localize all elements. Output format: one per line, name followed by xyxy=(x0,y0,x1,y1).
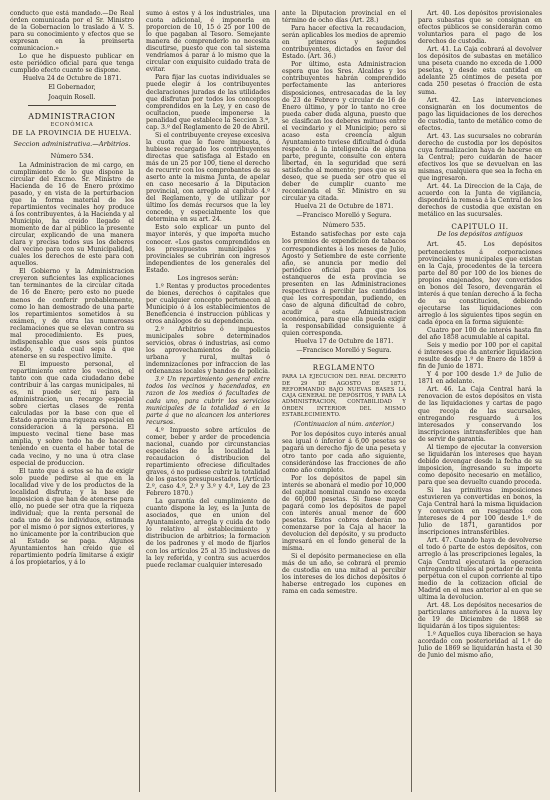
paragraph: El impuesto personal, el repartimiento entre los vecinos, el tanto con que cada ciudadano debe contribuir á las cargas municipales, ni es, ni puede ser, ni para la administracion, un recargo especial sobre ciertas clases de renta calculadas por la base con que el Estado aprecia una riqueza especial en consideracion á la persona. El impuesto vecinal tiene base mas amplia, y sobre todo ha de hacerse teniendo en cuenta el haber total de cada vecino, y no una ú otra clase especial de produccion. xyxy=(10,360,134,467)
paragraph: Cuatro por 100 de interés hasta fin del año 1858 acumulable al capital. xyxy=(418,327,542,342)
paragraph: conducto que está mandado.—De Real órden comunicada por el Sr. Ministro de la Gobernacion lo traslado á V. S. para su conocimiento y efectos que se expresan en la preinserta comunicacion.» xyxy=(10,10,134,53)
date-line: Huelva 24 de Octubre de 1871. xyxy=(22,75,122,83)
divider xyxy=(28,105,116,106)
paragraph: La Administracion de mi cargo, en cumplimiento de lo que dispone la circular del Excmo. Sr. Ministro de Hacienda de 16 de Enero próximo pasado, y en vista de la perturbacion que la forma material de los repartimientos vecinales hoy produce á los contribuyentes, á la Hacienda y al Municipio, ha creido llegado el momento de dar al público la presente circular, explicando de una manera clara y precisa todos sus los deberes del vecino para con su Municipalidad, cuales los derechos de este para con aquellos. xyxy=(10,161,134,268)
paragraph: Art. 45. Los depósitos pertenecientes á corporaciones provinciales y municipales que existan en la Caja, procedentes de la tercera parte del 80 por 100 de los bienes de propios enajenados, hoy convertidos en bonos del Tesoro, devengarán el interés á que tenían derecho á la fecha de su constitucion, debiendo ejecutarse las liquidaciones con arreglo á los siguientes tipos según en cada época en la forma siguiente: xyxy=(418,241,542,326)
paragraph: Si el depósito permaneciese en ella más de un año, se cobrará el premio de custodia en una mitad al percibir los intereses de los dichos depósitos ó haberse entregado los cupones en rama en cada semestre. xyxy=(282,553,406,596)
paragraph: Art. 40. Los depósitos provisionales para subastas que se consignan en efectos públicos se considerarán como voluntarios para el pago de los derechos de custodia. xyxy=(418,10,542,46)
paragraph: Y 4 por 100 desde 1.º de Julio de 1871 en adelante. xyxy=(418,371,542,386)
paragraph: Art. 47. Cuando haya de devolverse el todo ó parte de estos depósitos, con arreglo á las prescripciones legales, la Caja Central ejecutará la operacion entregando títulos al portador de renta perpétua con el cupon corriente al tipo medio de la cotizacion oficial de Madrid en el mes anterior al en que se ultima la devolucion. xyxy=(418,537,542,601)
paragraph: 1.º Aquellos cuya liberacion se haya acordado con posterioridad al 1.º de Julio de 1869 se liquidarán hasta el 30 de Junio del mismo año, xyxy=(418,630,542,660)
paragraph: Si las primitivas imposiciones estuvieren ya convertidas en bonos, la Caja Central hará la misma liquidacion y conversion en resguardos con intereses de 4 por 100 desde 1.º de Julio de 1871, garantidos por inscripciones intransferibles. xyxy=(418,487,542,537)
signature-name: Joaquin Rosell. xyxy=(48,93,96,101)
paragraph: ante la Diputacion provincial en el término de ocho días (Art. 28.) xyxy=(282,10,406,25)
paragraph: Art. 48. Los depósitos necesarios de particulares anteriores á la nueva ley de 19 de Diciembre de 1868 se liquidarán á los tipos siguientes: xyxy=(418,601,542,630)
section-subheading: ECONÓMICA xyxy=(50,121,94,128)
column-3 xyxy=(282,10,412,792)
paragraph: Por último, esta Administracion espera que los Sres. Alcaldes y los contribuyentes habrán comprendido perfectamente las anteriores disposiciones, entresacadas de la ley de 23 de Febrero y circular de 16 de Enero último, y por lo tanto no cree pueda caber duda alguna, puesto que se clasifican los deberes mútuos entre el vecindario y el Municipio; pero si acaso esta creencia algun Ayuntamiento tuviese dificultad ó duda respecto á la inteligencia de alguna parte, pregunte, consulte con entera libertad, en la seguridad que será satisfecho al momento; pues que es su deseo, que se pueda ser otro que el deber de cumplir cuanto me recomienda el Sr. Ministro en su circular ya citada. xyxy=(282,61,406,203)
divider xyxy=(300,358,388,359)
section-title: Seccion administrativa.—Arbitrios. xyxy=(13,140,131,149)
paragraph: Para fijar las cuotas individuales se puede elegir á los contribuyentes declaraciones juradas de las utilidades que disfrutan por todos los conceptos comprendidos en la Ley, y en caso de ocultacion, puede imponerse la penalidad que establece la Seccion 3.ª, cap. 3.º del Reglamento de 20 de Abril. xyxy=(146,74,270,131)
paragraph: Esto solo explicar un punto del mayor interés, y que importa mucho conocer. «Los gastos comprendidos en los presupuestos municipales y provinciales se cubrirán con ingresos independientes de los generales del Estado. xyxy=(146,224,270,274)
date-line: Huelva 21 de Octubre de 1871. xyxy=(294,203,394,211)
paragraph: Por los depósitos de papel sin interés se abonará el medio por 10,000 del capital nominal cuando no exceda de 60,000 pesetas. Si fuese mayor pagará como los depósitos de papel con interés anual menor de 600 pesetas. Estos cobros deberán no comenzarse por la Caja al hacer la devolucion del depósito, y su producto ingresará en el fondo general de la misma. xyxy=(282,474,406,553)
paragraph: Por los depósitos cuyo interés anual sea igual ó inferior á 6,00 pesetas se pagará un derecho fijo de una peseta y otro tanto por cada año siguiente, considerándose las fracciones de año como año completo. xyxy=(282,431,406,474)
column-1 xyxy=(10,10,140,792)
column-2 xyxy=(146,10,276,792)
paragraph: El tanto que á estos se ha de exigir solo puede pedirse al que en la localidad vive y de los productos de la localidad disfruta; y la base de imposicion á que han de atenerse para ello, no puede ser otra que la riqueza individual; que la renta personal de cada uno de los individuos, estimada por el mismo ó por signos exteriores, y no únicamente por la contribucion que al Estado se paga. Algunos Ayuntamientos han creido que el repartimiento podría limitarse á exigir á los propietarios, y á lo xyxy=(10,467,134,567)
paragraph: Para hacer efectiva la recaudacion, serán aplicables los medios de apremio en primeros y segundos contribuyentes, dictados en favor del Estado. (Art. 36.) xyxy=(282,25,406,61)
reglamento-title: REGLAMENTO xyxy=(312,364,376,373)
column-4 xyxy=(418,10,542,792)
number-title: Número 534. xyxy=(50,151,94,160)
paragraph: 4.º Impuesto sobre artículos de comer, beber y arder de procedencia nacional, cuando por circunstancias especiales de la localidad la recaudacion ó distribucion del repartimiento ofreciese dificultades graves, ó no pudiese cubrir la totalidad de los gastos presupuestados. (Artículo 2.º, caso 4.º, 2.º y 3.º y 4.º, Ley de 23 Febrero 1870.) xyxy=(146,426,270,498)
paragraph: Seis y medio por 100 por el capital é intereses que da anterior liquidacion resulte desde 1.º de Enero de 1859 á fin de Junio de 1871. xyxy=(418,342,542,371)
date-line: Huelva 17 de Octubre de 1871. xyxy=(294,338,394,346)
section-province: DE LA PROVINCIA DE HUELVA. xyxy=(12,128,132,137)
paragraph: Lo que he dispuesto publicar en este periódico oficial para que tenga cumplido efecto cuanto se dispone. xyxy=(10,53,134,75)
paragraph: sumo á estos y á los industriales, una cuota adicional, é imponerla en proporcion de 10, 15 ó 25 por 100 de lo que pagaban al Tesoro. Semejante manera de comprenderlo no necesita discutirse, puesto que con tal sistema vendríamos á parar á lo mismo que la circular con exquisito cuidado trata de evitar. xyxy=(146,10,270,74)
paragraph: Art. 41. La Caja cobrará al devolver los depósitos de subastas en metálico una peseta cuando no exceda de 1.000 pesetas, y desde esta cantidad en adelante 25 céntimos de peseta por cada 250 pesetas ó fraccion de esta suma. xyxy=(418,46,542,96)
signature-role: El Gobernador, xyxy=(48,84,96,92)
paragraph: La garantía del cumplimiento de cuanto dispone la ley, es la Junta de asociados, que en union del Ayuntamiento, arregla y cuida de todo lo relativo al establecimiento y distribucion de arbitrios; la formacion de los padrones y el modo de fijarlos con los artículos 25 al 35 inclusives de la ley referida, y contra sus acuerdos puede reclamar cualquier interesado xyxy=(146,498,270,569)
paragraph: Art. 44. La Direccion de la Caja, de acuerdo con la Junta de vigilancia, dispondrá la remesa á la Central de los derechos de custodia que existan en metálico en las sucursales. xyxy=(418,183,542,219)
paragraph: Art. 43. Las sucursales no cobrarán derecho de custodia por los depósitos cuya formalizacion haya de hacerse en la Central; pero cuidarán de hacer efectivos los que se devuelvan en las mismas, cualquiera que sea la fecha en que ingresaron. xyxy=(418,132,542,183)
paragraph: 3.º Un repartimiento general entre todos los vecinos y hacendados, en razon de los medios ó facultades de cada uno, para cubrir los servicios municipales de la totalidad ó en la parte á que no alcancen los anteriores recursos. xyxy=(146,376,270,426)
paragraph: Si el contribuyente creyese excesiva la cuota que le fuere impuesta, ó hubiese recargado los contribuyentes directas que satisfaga al Estado en más de un 25 por 100, tiene el derecho de recurrir con los comprobantes de su aserto ante la misma Junta, de apelar en caso necesario á la Diputacion provincial, con arreglo al capítulo 4.º del Reglamento, y de utilizar por último los demás recursos que la ley concede, y especialmente los que determina en su art. 24. xyxy=(146,131,270,224)
signature-name: —Francisco Morelló y Segura. xyxy=(296,347,392,355)
chapter-subtitle: De los depósitos antiguos xyxy=(437,230,523,239)
number-title: Número 535. xyxy=(322,221,366,230)
paragraph: Estando satisfechas por este caja los premios de expendicion de tabacos correspondientes á los meses de Julio, Agosto y Setiembre de este corriente año, se anuncia por medio del periódico oficial para que los estanqueros de esta provincia se presenten en las Administraciones respectivas á percibir las cantidades que les correspondan, pudiendo, en caso de alguna dificultad de cobro, acudir á esta Administracion económica, para que ella pueda exigir la responsabilidad consiguiente á quien corresponda. xyxy=(282,231,406,338)
chapter-title: CAPITULO II. xyxy=(451,222,509,232)
paragraph: 2.º Arbitrios ó impuestos municipales sobre determinados servicios, obras ó industrias, así como los aprovechamientos de policía urbana y rural, multas ó indemnizaciones por infraccion de las ordenanzas locales y bandos de policía. xyxy=(146,326,270,376)
paragraph: Al tiempo de ejecutar la conversion se liquidarán los intereses que hayan debido devengar desde la fecha de su imposicion, ingresando su importe como depósito necesario en metálico, para que sea devuelto cuando proceda. xyxy=(418,443,542,486)
paragraph: 1.º Rentas y productos procedentes de bienes, derechos ó capitales que por cualquier concepto pertenecen al Municipio ó á los establecimientos de Beneficencia é instruccion públicas y otros análogos de su dependencia. xyxy=(146,282,270,326)
section-heading: ADMINISTRACION xyxy=(28,111,116,121)
paragraph: Art. 42. Las intervenciones consignarán en los documentos de pago las liquidaciones de los derechos de custodia, tanto de metálico como de efectos. xyxy=(418,96,542,132)
signature-name: —Francisco Morelló y Segura. xyxy=(296,212,392,220)
continuation-note: (Continuacion al núm. anterior.) xyxy=(293,421,395,429)
paragraph: Los ingresos serán: xyxy=(177,274,239,282)
reglamento-subtitle: PARA LA EJECUCION DEL REAL DECRETO DE 29 DE AGOSTO DE 1871, REFORMANDO BAJO NUEVAS BASES LA CAJA GENERAL DE DEPÓSITOS, Y PARA LA ADMINISTRACION, CONTABILIDAD Y ÓRDEN INTERIOR DEL MISMO ESTABLECIMIENTO. xyxy=(282,374,406,419)
paragraph: El Gobierno y la Administracion creyeron suficientes las explicaciones tan terminantes de la circular citada de 16 de Enero; pero esto no puede menos de conferir probablemente, como lo han demostrado de una parte los repartimientos sometidos á su exámen, y de otra las numerosas reclamaciones que se elevan contra su mal procedimiento. Es pues, indispensable que esos seis puntos estado, y cada cual sepa á que atenerse en su respectivo límite. xyxy=(10,268,134,360)
paragraph: Art. 46. La Caja Central hará la renovacion de estos depósitos en vista de las liquidaciones y cartas de pago que recoja de las sucursales, entregando resguardo á los interesados y conservando los inscripciones intransferibles que han de servir de garantía. xyxy=(418,386,542,443)
